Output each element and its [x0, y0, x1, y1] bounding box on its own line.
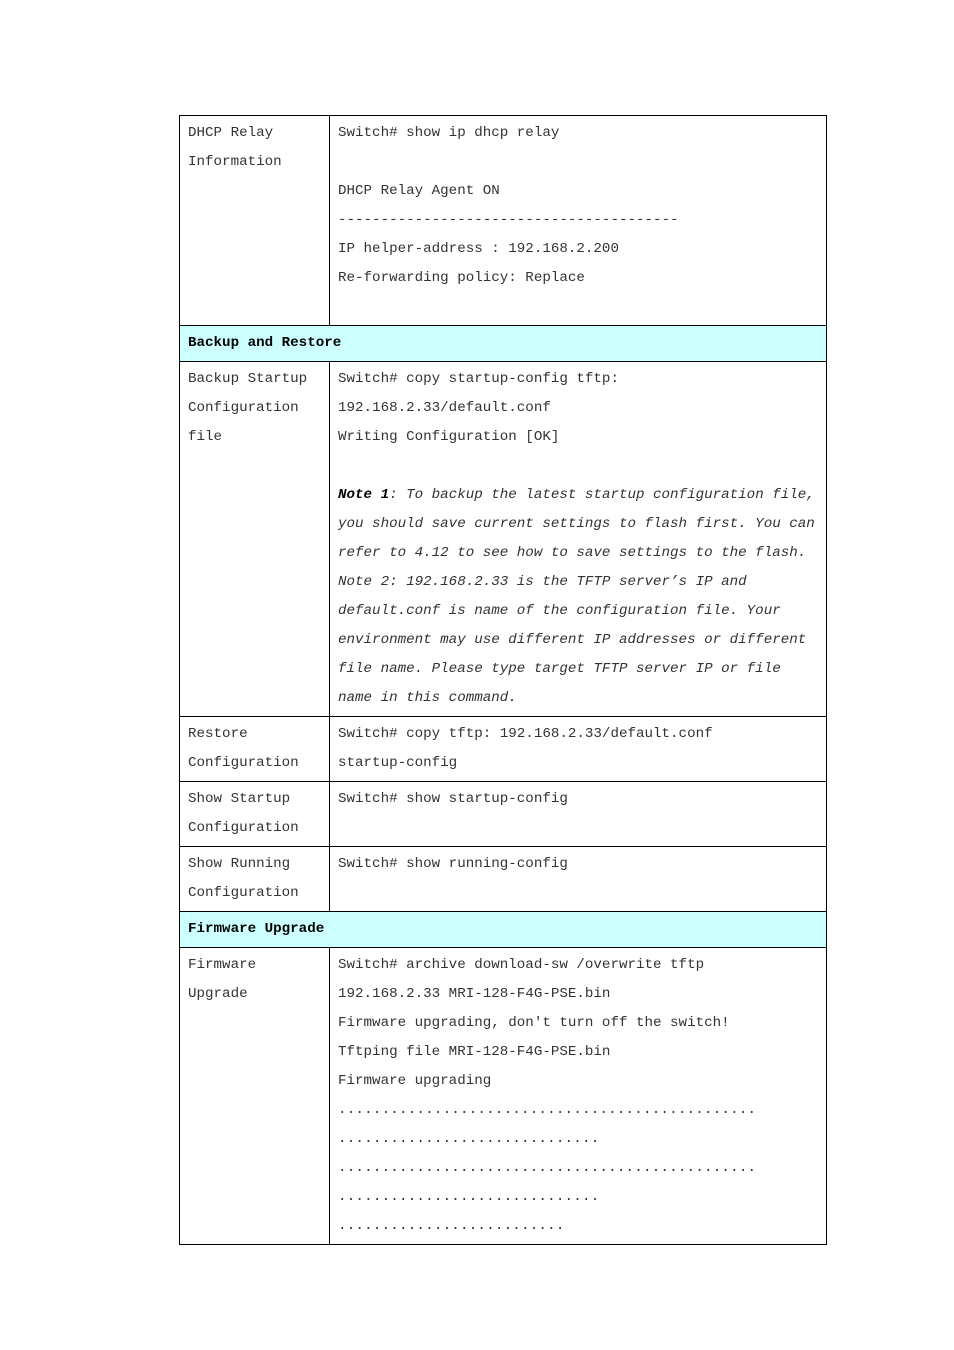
section-header-firmware: Firmware Upgrade [180, 912, 827, 948]
command-table [179, 115, 827, 1245]
row-label [180, 782, 330, 847]
note-1-text: : To backup the latest startup configuration file, you should save current settings to flash first. You can refer to 4.12 to see how to save settings to the flash. [338, 487, 815, 561]
command-line: Switch# show running-config [338, 856, 568, 872]
command-line: 192.168.2.33/default.conf [338, 400, 551, 416]
command-line: Firmware upgrading, don't turn off the switch! [338, 1015, 730, 1031]
table-row [180, 362, 827, 717]
section-row [180, 326, 827, 362]
progress-dots: .......................... [338, 1218, 565, 1234]
label-line: Configuration [188, 755, 299, 771]
label-line: DHCP Relay [188, 125, 274, 141]
label-line: Show Startup [188, 791, 291, 807]
command-line: startup-config [338, 755, 458, 771]
command-line: Tftping file MRI-128-F4G-PSE.bin [338, 1044, 611, 1060]
table-row [180, 782, 827, 847]
command-cell [330, 362, 827, 717]
command-line: Writing Configuration [OK] [338, 429, 560, 445]
command-cell [330, 782, 827, 847]
command-line: Switch# show startup-config [338, 791, 568, 807]
command-line [338, 452, 818, 481]
label-line: Show Running [188, 856, 291, 872]
command-line: Switch# copy tftp: 192.168.2.33/default.conf [338, 726, 713, 742]
separator-line: ---------------------------------------- [338, 212, 679, 228]
table-row [180, 948, 827, 1245]
label-line: Backup Startup [188, 371, 308, 387]
command-line: IP helper-address : 192.168.2.200 [338, 241, 619, 257]
progress-dots: ................................................ [338, 1102, 757, 1118]
label-line: file [188, 429, 223, 445]
command-cell [330, 116, 827, 326]
label-line: Restore [188, 726, 248, 742]
command-line: Switch# archive download-sw /overwrite tftp [338, 957, 705, 973]
row-label [180, 948, 330, 1245]
table-row [180, 116, 827, 326]
progress-dots: .............................. [338, 1131, 600, 1147]
label-line: Configuration [188, 885, 299, 901]
command-line: Switch# copy startup-config tftp: [338, 371, 619, 387]
note-1-key: Note 1 [338, 487, 390, 503]
label-line: Upgrade [188, 986, 248, 1002]
row-label [180, 717, 330, 782]
command-line: DHCP Relay Agent ON [338, 183, 500, 199]
label-line: Configuration [188, 820, 299, 836]
progress-dots: .............................. [338, 1189, 600, 1205]
command-cell [330, 717, 827, 782]
command-cell [330, 948, 827, 1245]
row-label [180, 362, 330, 717]
note-2: Note 2: 192.168.2.33 is the TFTP server’s IP and default.conf is name of the configuration file. Your environment may use different IP addresses or different file name. Please type target TFTP server IP or file name in this command. [338, 574, 807, 706]
table-row [180, 717, 827, 782]
row-label [180, 116, 330, 326]
label-line: Firmware [188, 957, 257, 973]
command-line: Firmware upgrading [338, 1073, 492, 1089]
label-line: Configuration [188, 400, 299, 416]
command-line: Switch# show ip dhcp relay [338, 125, 560, 141]
section-row [180, 912, 827, 948]
progress-dots: ................................................ [338, 1160, 757, 1176]
section-header-backup: Backup and Restore [180, 326, 827, 362]
command-cell [330, 847, 827, 912]
command-line: Re-forwarding policy: Replace [338, 270, 585, 286]
command-line [338, 293, 818, 322]
note-1 [338, 481, 818, 568]
label-line: Information [188, 154, 282, 170]
command-line: 192.168.2.33 MRI-128-F4G-PSE.bin [338, 986, 611, 1002]
command-line [338, 148, 818, 177]
table-row [180, 847, 827, 912]
row-label [180, 847, 330, 912]
